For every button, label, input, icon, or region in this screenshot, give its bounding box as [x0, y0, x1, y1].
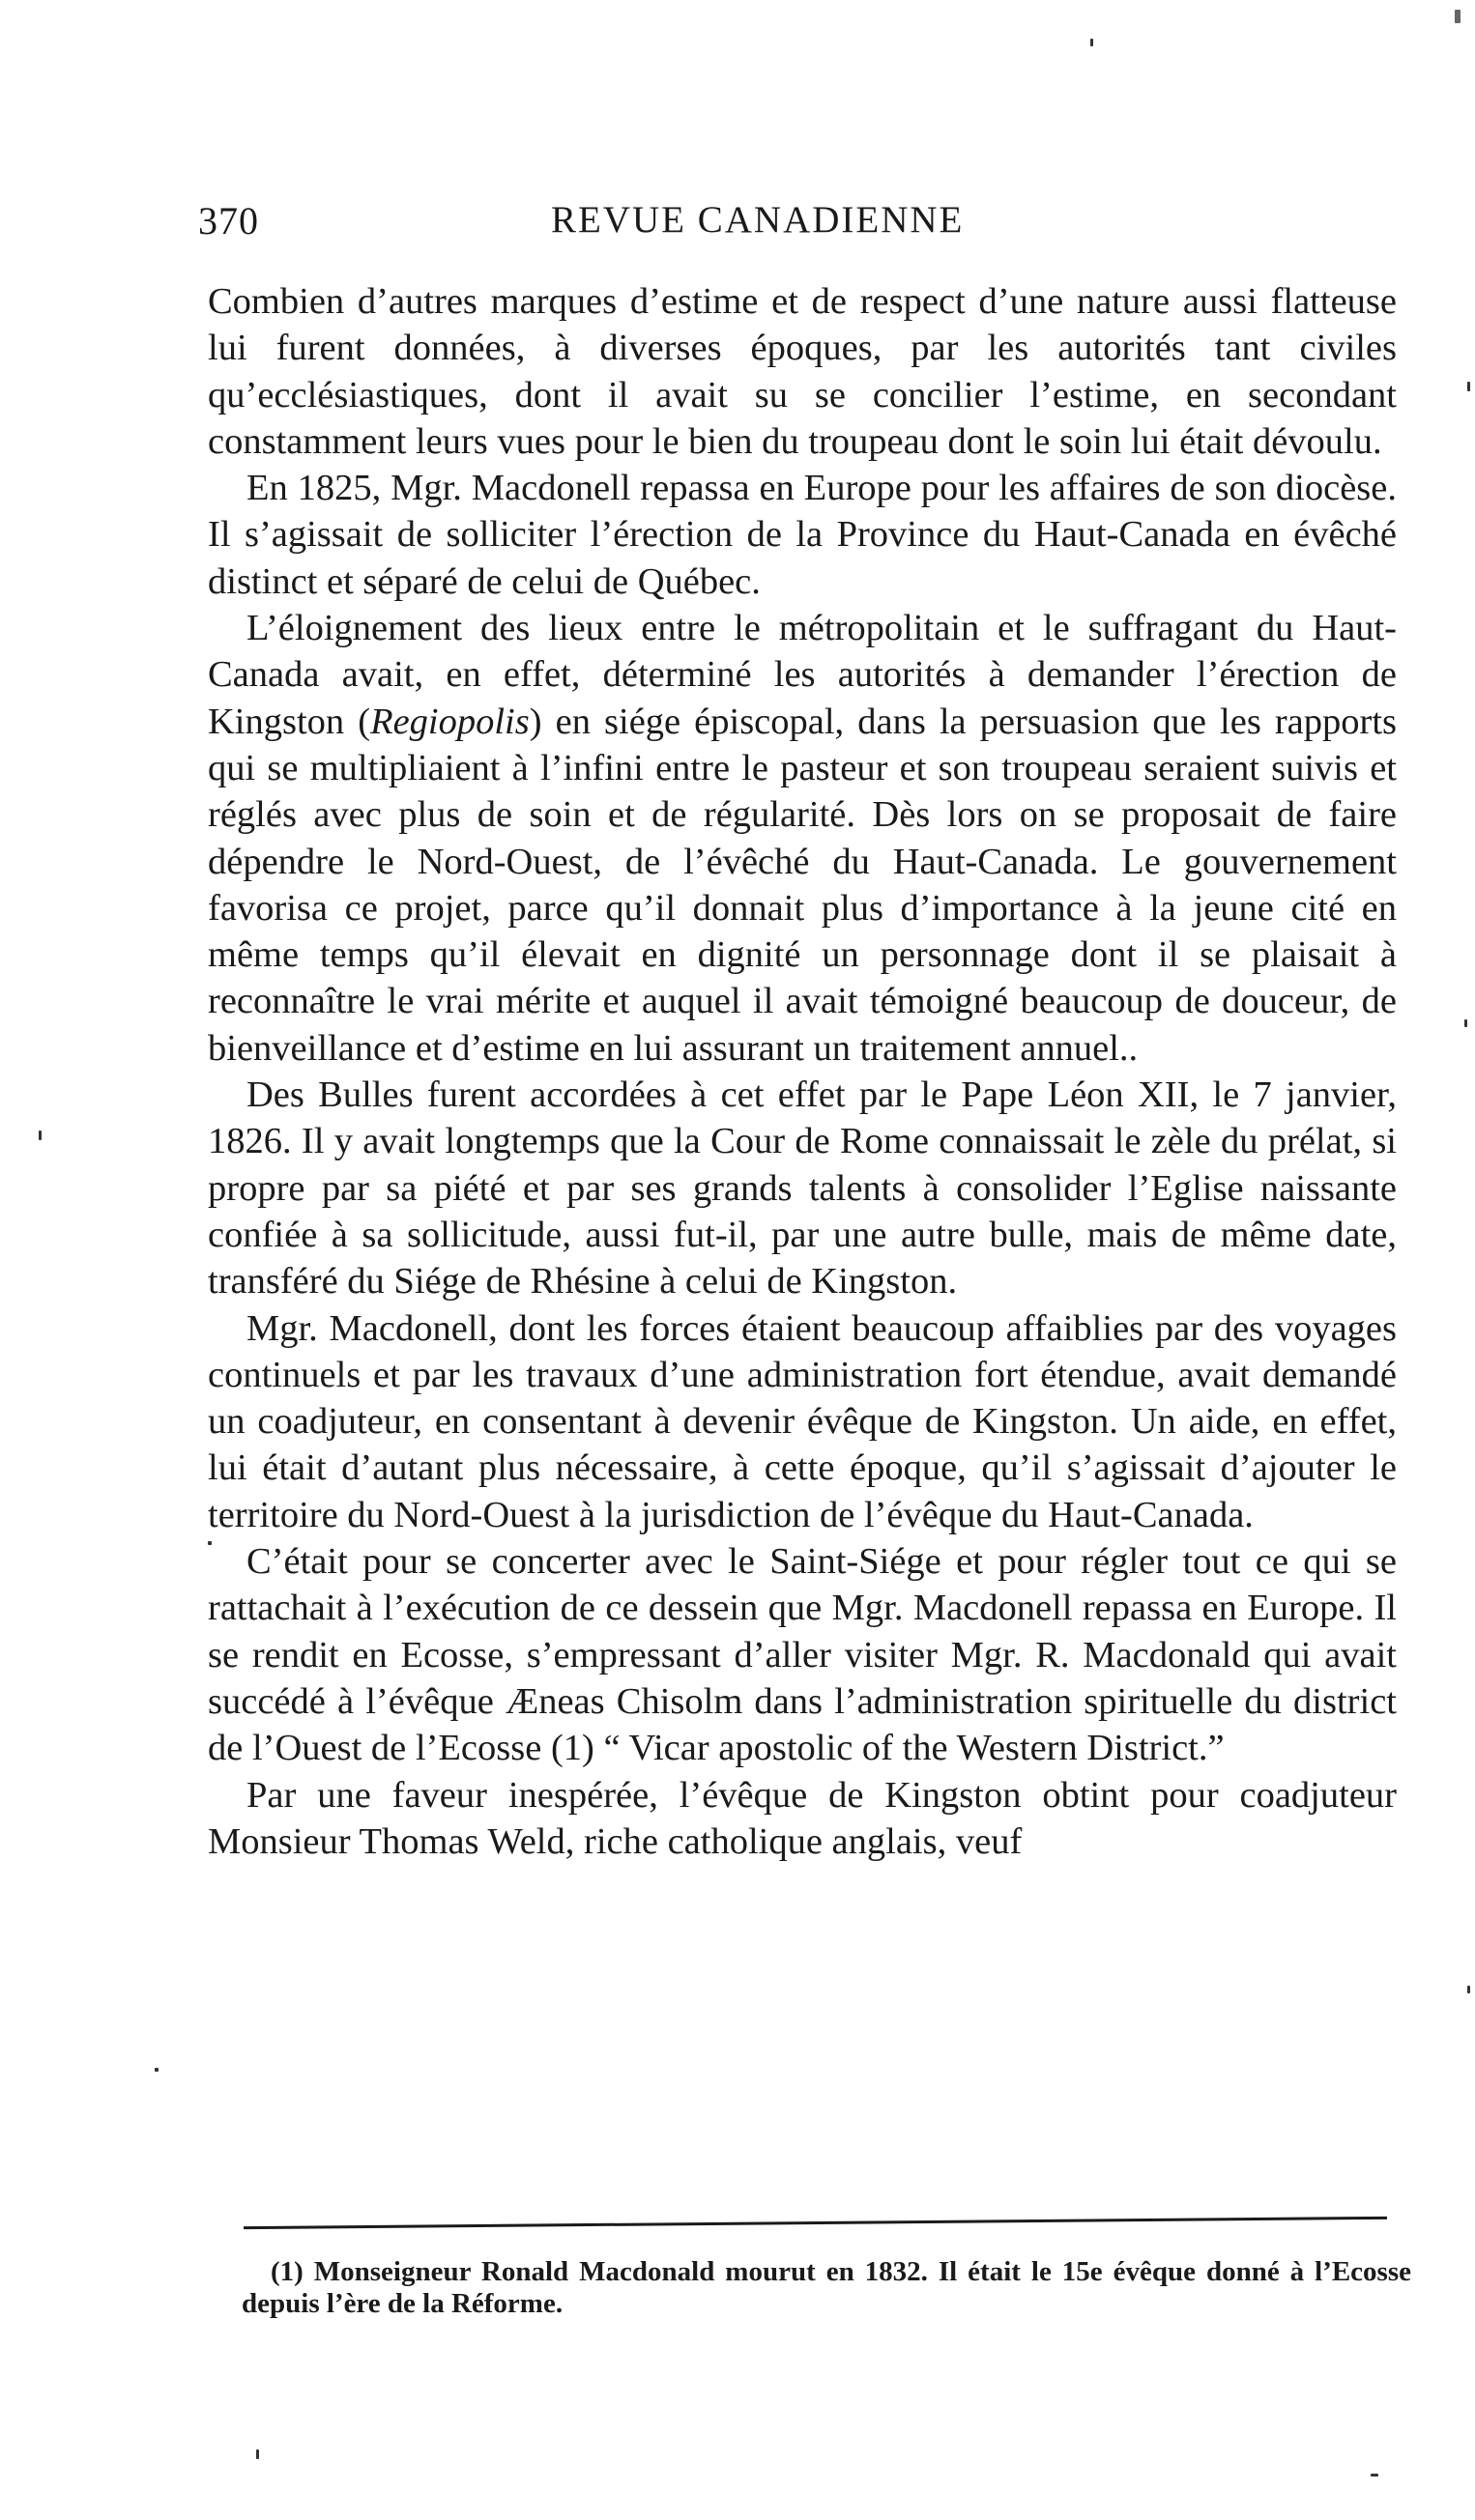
page-number: 370 — [198, 199, 259, 243]
paragraph-2: En 1825, Mgr. Macdonell repassa en Europe pour les affaires de son diocèse. Il s’agissait de solliciter l’érection de la Province du Haut-Canada en évêché distinct et séparé de celui de Québec. — [208, 468, 1397, 602]
scan-speck — [155, 2068, 159, 2072]
scan-speck — [256, 2449, 259, 2459]
scan-speck — [208, 1541, 212, 1545]
paragraph-6: C’était pour se concerter avec le Saint-Siége et pour régler tout ce qui se rattachait à l’exécution de ce dessein que Mgr. Macdonell repassa en Europe. Il se rendit en Ecosse, s’empressant d’aller visiter Mgr. R. Macdonald qui avait succédé à l’évêque Æneas Chisolm dans l’administration spirituelle du district de l’Ouest de l’Ecosse (1) “ Vicar apostolic of the Western District.” — [208, 1541, 1397, 1769]
page-header — [198, 198, 1397, 256]
footnote — [242, 2256, 1411, 2320]
scan-speck — [1455, 10, 1461, 23]
scan-speck — [39, 1131, 42, 1140]
paragraph-3: L’éloignement des lieux entre le métropolitain et le suffragant du Haut-Canada avait, en effet, déterminé les autorités à demander l’érection de Kingston (Regiopolis) en siége épiscopal, dans la persuasion que les rapports qui se multipliaient à l’infini entre le pasteur et son troupeau seraient suivis et réglés avec plus de soin et de régularité. Dès lors on se proposait de faire dépendre le Nord-Ouest, de l’évêché du Haut-Canada. Le gouvernement favorisa ce projet, parce qu’il donnait plus d’importance à la jeune cité en même temps qu’il élevait en dignité un personnage dont il se plaisait à reconnaître le vrai mérite et auquel il avait témoigné beaucoup de douceur, de bienveillance et d’estime en lui assurant un traitement annuel.. — [208, 608, 1398, 1069]
paragraph-1: Combien d’autres marques d’estime et de respect d’une nature aussi flatteuse lui furent données, à diverses époques, par les autorités tant civiles qu’ecclésiastiques, dont il avait su se concilier l’estime, en secondant constamment leurs vues pour le bien du troupeau dont le soin lui était dévoulu. — [208, 281, 1397, 462]
paragraph-5: Mgr. Macdonell, dont les forces étaient beaucoup affaiblies par des voyages continuels et par les travaux d’une administration fort étendue, avait demandé un coadjuteur, en consentant à devenir évêque de Kingston. Un aide, en effet, lui était d’autant plus nécessaire, à cette époque, qu’il s’agissait d’ajouter le territoire du Nord-Ouest à la jurisdiction de l’évêque du Haut-Canada. — [208, 1307, 1397, 1535]
scan-speck — [1464, 1019, 1467, 1027]
footnote-rule — [244, 2217, 1387, 2229]
scan-speck — [1090, 39, 1093, 46]
paragraph-4: Des Bulles furent accordées à cet effet par le Pape Léon XII, le 7 janvier, 1826. Il y avait longtemps que la Cour de Rome connaissait le zèle du prélat, si propre par sa piété et par ses grands talents à consolider l’Eglise naissante confiée à sa sollicitude, aussi fut-il, par une autre bulle, mais de même date, transféré du Siége de Rhésine à celui de Kingston. — [208, 1074, 1397, 1303]
body-text — [208, 278, 1397, 1865]
scan-speck — [1467, 382, 1470, 391]
footnote-text: (1) Monseigneur Ronald Macdonald mourut en 1832. Il était le 15e évêque donné à l’Ecosse depuis l’ère de la Réforme. — [242, 2256, 1411, 2319]
running-title: REVUE CANADIENNE — [551, 199, 965, 241]
paragraph-7: Par une faveur inespérée, l’évêque de Kingston obtint pour coadjuteur Monsieur Thomas Weld, riche catholique anglais, veuf — [208, 1774, 1397, 1862]
scan-speck — [1467, 1986, 1470, 1993]
scan-speck — [1371, 2474, 1378, 2477]
